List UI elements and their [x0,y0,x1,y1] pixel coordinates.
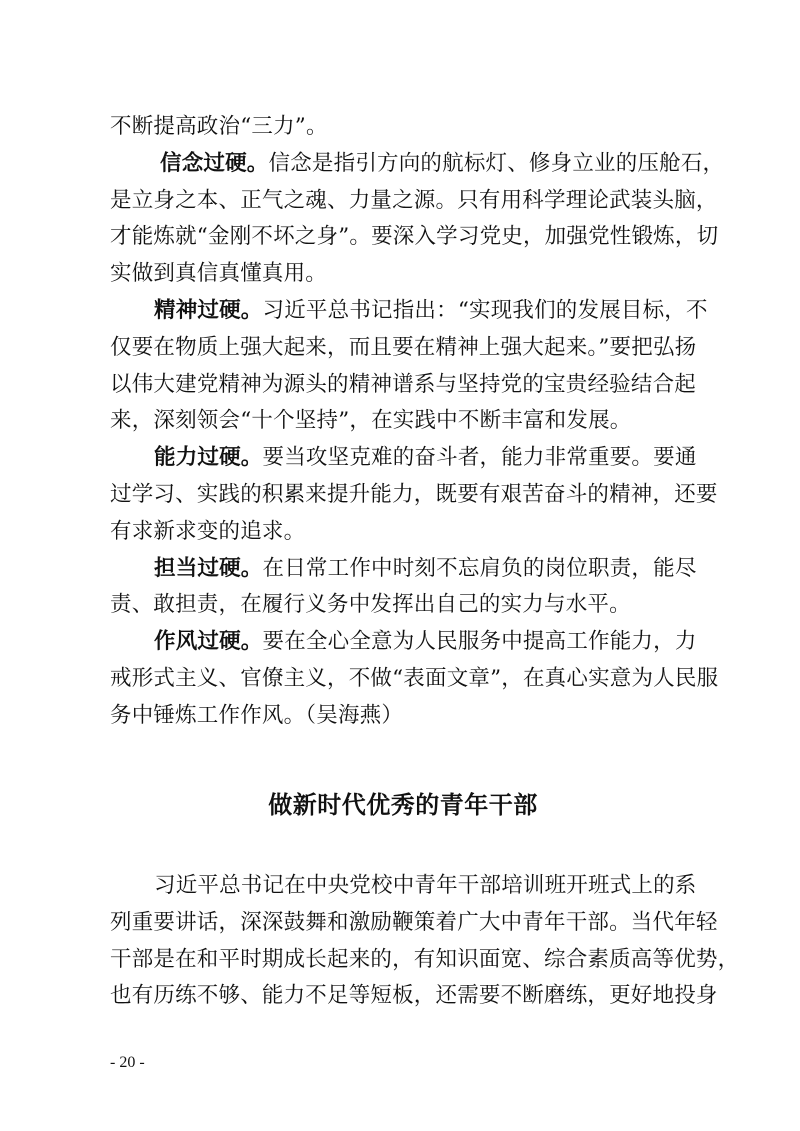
text-line: 在日常工作中时刻不忘肩负的岗位职责，能尽 [262,555,697,581]
paragraph-heading: 担当过硬。 [154,555,263,581]
text-line: 要在全心全意为人民服务中提高工作能力，力 [262,629,697,655]
paragraph-spirit [110,293,708,440]
text-line: 过学习、实践的积累来提升能力，既要有艰苦奋斗的精神，还要 [110,481,718,507]
paragraph-ability [110,440,718,550]
text-line: 信念是指引方向的航标灯、修身立业的压舱石， [268,150,725,176]
text-line: 列重要讲话，深深鼓舞和激励鞭策着广大中青年干部。当代年轻 [110,909,718,935]
text-line: 戒形式主义、官僚主义，不做“表面文章”，在真心实意为人民服 [110,665,719,691]
text-line: 习近平总书记在中央党校中青年干部培训班开班式上的系 [154,873,697,898]
text-line: 仅要在物质上强大起来，而且要在精神上强大起来。”要把弘扬 [110,334,697,360]
paragraph-heading: 信念过硬。 [160,150,269,176]
paragraph-belief [110,146,725,293]
text-line: 有求新求变的追求。 [110,518,306,544]
text-line: 来，深刻领会“十个坚持”，在实践中不断丰富和发展。 [110,408,632,434]
text-line: 责、敢担责，在履行义务中发挥出自己的实力与水平。 [110,592,631,618]
article-title: 做新时代优秀的青年干部 [268,790,538,819]
section-a [110,109,725,735]
paragraph-style [110,624,719,734]
paragraph-responsibility [110,551,696,625]
paragraph-intro [110,868,740,1015]
paragraph-heading: 精神过硬。 [154,297,263,323]
text-line: 也有历练不够、能力不足等短板，还需要不断磨练，更好地投身 [110,983,718,1009]
text-line: 实做到真信真懂真用。 [110,261,328,287]
paragraph-heading: 作风过硬。 [154,629,263,655]
text-line: 不断提高政治“三力”。 [110,114,328,139]
text-line: 是立身之本、正气之魂、力量之源。只有用科学理论武装头脑， [110,187,718,213]
text-line: 才能炼就“金刚不坏之身”。要深入学习党史，加强党性锻炼，切 [110,224,719,250]
text-line: 干部是在和平时期成长起来的，有知识面宽、综合素质高等优势， [110,946,740,972]
paragraph-continuation [110,109,696,146]
page-number: - 20 - [110,1054,145,1071]
text-line: 习近平总书记指出：“实现我们的发展目标，不 [262,297,708,323]
section-b [110,868,740,1015]
text-line: 务中锤炼工作作风。（吴海燕） [110,702,404,728]
text-line: 要当攻坚克难的奋斗者，能力非常重要。要通 [262,445,697,471]
paragraph-heading: 能力过硬。 [154,445,263,471]
text-line: 以伟大建党精神为源头的精神谱系与坚持党的宝贵经验结合起 [110,371,696,397]
